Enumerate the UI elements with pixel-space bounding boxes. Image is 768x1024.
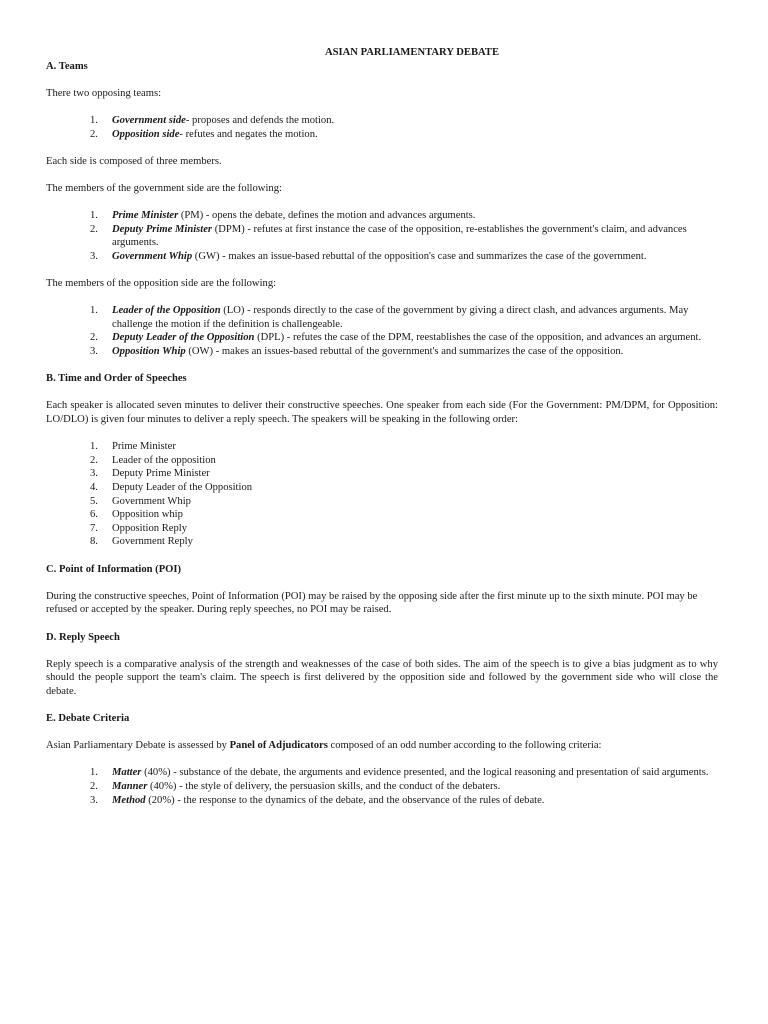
gov-members-list	[46, 209, 718, 263]
document-title: ASIAN PARLIAMENTARY DEBATE	[324, 47, 500, 58]
list-item: 3. Government Whip (GW) - makes an issue-based rebuttal of the opposition's case and summarizes the case of the government.	[90, 250, 647, 262]
speeches-body: Each speaker is allocated seven minutes to deliver their constructive speeches. One speaker from each side (For the Government: PM/DPM, for Opposition: LO/DLO) is given four minutes to deliver a reply speech. The speakers will be speaking in the following order:	[46, 400, 718, 426]
list-item: 2. Deputy Prime Minister (DPM) - refutes at first instance the case of the opposition, re-establishes the government's claim, and advances arguments.	[90, 223, 687, 249]
list-item: 7. Opposition Reply	[90, 522, 188, 534]
section-heading-reply: D. Reply Speech	[46, 631, 120, 643]
section-heading-speeches: B. Time and Order of Speeches	[46, 373, 187, 385]
sides-list	[46, 114, 718, 141]
reply-body: Reply speech is a comparative analysis of the strength and weaknesses of the case of both sides. The aim of the speech is to give a bias judgment as to why should the people support the team's claim. The speech is first delivered by the opposition side and followed by the government side who will close the debate.	[46, 658, 718, 697]
list-item: 1. Matter (40%) - substance of the debate, the arguments and evidence presented, and the logical reasoning and presentation of said arguments.	[90, 767, 709, 779]
teams-intro: There two opposing teams:	[46, 87, 162, 99]
list-item: 3. Method (20%) - the response to the dynamics of the debate, and the observance of the rules of debate.	[90, 794, 545, 806]
list-item: 1. Prime Minister	[90, 441, 176, 453]
section-heading-teams: A. Teams	[46, 60, 88, 72]
criteria-list	[46, 766, 718, 807]
list-item: 5. Government Whip	[90, 495, 191, 507]
list-item: 6. Opposition whip	[90, 509, 183, 521]
list-item: 8. Government Reply	[90, 536, 193, 548]
list-item: 2. Deputy Leader of the Opposition (DPL) - refutes the case of the DPM, reestablishes the case of the opposition, and advances an argument.	[90, 332, 702, 344]
list-item: 1. Leader of the Opposition (LO) - responds directly to the case of the government by giving a direct clash, and advances arguments. May challenge the motion if the definition is challengeable.	[90, 305, 689, 330]
gov-members-intro: The members of the government side are the following:	[46, 182, 282, 194]
list-item: 1. Prime Minister (PM) - opens the debate, defines the motion and advances arguments.	[90, 210, 476, 222]
list-item: 1. Government side- proposes and defends the motion.	[90, 114, 335, 126]
poi-body: During the constructive speeches, Point of Information (POI) may be raised by the opposing side after the first minute up to the sixth minute. POI may be refused or accepted by the speaker. During reply speeches, no POI may be raised.	[46, 590, 698, 616]
panel-of-adjudicators: Panel of Adjudicators	[229, 740, 328, 752]
list-item: 3. Opposition Whip (OW) - makes an issues-based rebuttal of the government's and summarizes the case of the opposition.	[90, 346, 624, 358]
list-item: 2. Opposition side- refutes and negates the motion.	[90, 128, 318, 140]
document-body	[46, 46, 718, 807]
opp-members-intro: The members of the opposition side are the following:	[46, 278, 277, 290]
list-item: 2. Manner (40%) - the style of delivery, the persuasion skills, and the conduct of the debaters.	[90, 781, 501, 793]
list-item: 2. Leader of the opposition	[90, 454, 216, 466]
list-item: 4. Deputy Leader of the Opposition	[90, 482, 253, 493]
speaking-order-list	[46, 440, 718, 549]
section-heading-poi: C. Point of Information (POI)	[46, 563, 182, 575]
criteria-intro: Asian Parliamentary Debate is assessed by Panel of Adjudicators composed of an odd number according to the following criteria:	[46, 740, 602, 752]
list-item: 3. Deputy Prime Minister	[90, 468, 210, 480]
opp-members-list	[46, 304, 718, 358]
teams-composition: Each side is composed of three members.	[46, 155, 222, 167]
section-heading-criteria: E. Debate Criteria	[46, 713, 130, 725]
